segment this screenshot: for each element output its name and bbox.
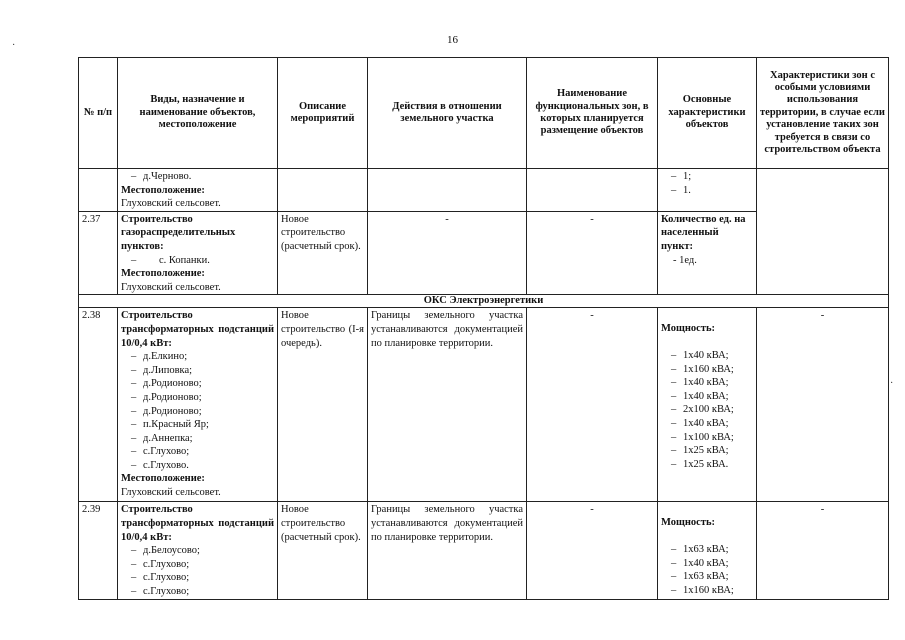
location-value: Глуховский сельсовет. [121, 487, 221, 499]
cell-characteristics [658, 308, 757, 502]
characteristic-item: – 1x63 кВА; [661, 543, 753, 557]
characteristic-item: – 1x100 кВА; [661, 431, 753, 445]
characteristic-item: – 1x40 кВА; [661, 557, 753, 571]
header-description: Описание мероприятий [278, 58, 368, 169]
table-header-row [79, 58, 889, 169]
characteristic-item: – 1x40 кВА; [661, 349, 753, 363]
cell-characteristics [658, 502, 757, 599]
characteristic-item: – 1x160 кВА; [661, 363, 753, 377]
characteristic-item: – 1x40 кВА; [661, 417, 753, 431]
table-row-2-39 [79, 502, 889, 599]
table-row-2-38 [79, 308, 889, 502]
cell-description: Новое строительство (расчетный срок). [278, 211, 368, 295]
location-label: Местоположение: [121, 268, 205, 280]
cell-zones: - [527, 211, 658, 295]
cell-zones: - [527, 308, 658, 502]
list-item: – с.Глухово; [121, 585, 274, 599]
header-number: № п/п [79, 58, 118, 169]
characteristic-item: – 2x100 кВА; [661, 403, 753, 417]
list-item: – д.Белоусово; [121, 544, 274, 558]
list-item: – с.Глухово. [121, 459, 274, 473]
location-label: Местоположение: [121, 473, 205, 485]
cell-characteristics [658, 169, 757, 212]
characteristic-item: – 1x63 кВА; [661, 570, 753, 584]
list-item: – д.Родионово; [121, 405, 274, 419]
cell-number [79, 169, 118, 212]
list-item: – д.Родионово; [121, 377, 274, 391]
cell-objects [118, 169, 278, 212]
characteristic-item: – 1x40 кВА; [661, 390, 753, 404]
cell-zones: - [527, 502, 658, 599]
list-item: – д.Елкино; [121, 350, 274, 364]
characteristics-title: Мощность: [661, 517, 716, 529]
header-special-zones: Характеристики зон с особыми условиями использования территории, в случае если установление таких зон требуется в связи со строительством объекта [757, 58, 889, 169]
cell-objects [118, 502, 278, 599]
list-item: – с.Глухово; [121, 558, 274, 572]
characteristic-item: – 1x40 кВА; [661, 376, 753, 390]
list-item: – д.Липовка; [121, 364, 274, 378]
cell-special-zones: - [757, 308, 889, 502]
cell-zones [527, 169, 658, 212]
characteristics-title: Количество ед. на населенный пункт: [661, 213, 746, 252]
characteristic-item: – 1. [661, 184, 753, 198]
cell-actions: Границы земельного участка устанавливаются документацией по планировке территории. [368, 308, 527, 502]
cell-number: 2.39 [79, 502, 118, 599]
characteristic-item: – 1x25 кВА; [661, 444, 753, 458]
location-label: Местоположение: [121, 184, 205, 196]
cell-actions: - [368, 211, 527, 295]
characteristic-item: - 1ед. [673, 254, 697, 266]
header-objects: Виды, назначение и наименование объектов, местоположение [118, 58, 278, 169]
cell-number: 2.37 [79, 211, 118, 295]
location-value: Глуховский сельсовет. [121, 281, 221, 293]
cell-actions: Границы земельного участка устанавливаются документацией по планировке территории. [368, 502, 527, 599]
cell-number: 2.38 [79, 308, 118, 502]
list-item: – с. Копанки. [121, 254, 274, 268]
header-actions: Действия в отношении земельного участка [368, 58, 527, 169]
section-row [79, 295, 889, 308]
cell-special-zones [757, 169, 889, 295]
page-number: 16 [447, 34, 458, 46]
cell-description [278, 169, 368, 212]
cell-special-zones: - [757, 502, 889, 599]
list-item: – д.Черново. [121, 170, 274, 184]
characteristic-item: – 1x25 кВА. [661, 458, 753, 472]
table-row-continuation [79, 169, 889, 212]
list-item: – с.Глухово; [121, 445, 274, 459]
characteristic-item: – 1; [661, 170, 753, 184]
section-title: ОКС Электроэнергетики [79, 295, 889, 308]
object-title: Строительство трансформаторных подстанций 10/0,4 кВт: [121, 310, 274, 349]
margin-mark: · [12, 40, 16, 51]
header-zones: Наименование функциональных зон, в которых планируется размещение объектов [527, 58, 658, 169]
cell-description: Новое строительство (расчетный срок). [278, 502, 368, 599]
header-characteristics: Основные характеристики объектов [658, 58, 757, 169]
characteristics-title: Мощность: [661, 323, 716, 335]
characteristic-value: 1ед. [679, 254, 697, 266]
object-title: Строительство газораспределительных пунктов: [121, 213, 236, 252]
object-title: Строительство трансформаторных подстанций 10/0,4 кВт: [121, 504, 274, 543]
cell-objects [118, 211, 278, 295]
cell-description: Новое строительство (I-я очередь). [278, 308, 368, 502]
margin-mark: · [890, 378, 894, 389]
list-item: – с.Глухово; [121, 571, 274, 585]
location-value: Глуховский сельсовет. [121, 198, 221, 210]
characteristic-item: – 1x160 кВА; [661, 584, 753, 598]
list-item: – п.Красный Яр; [121, 418, 274, 432]
list-item: – д.Родионово; [121, 391, 274, 405]
planning-table [78, 57, 889, 600]
cell-characteristics [658, 211, 757, 295]
cell-actions [368, 169, 527, 212]
list-item: – д.Аннепка; [121, 432, 274, 446]
cell-objects [118, 308, 278, 502]
